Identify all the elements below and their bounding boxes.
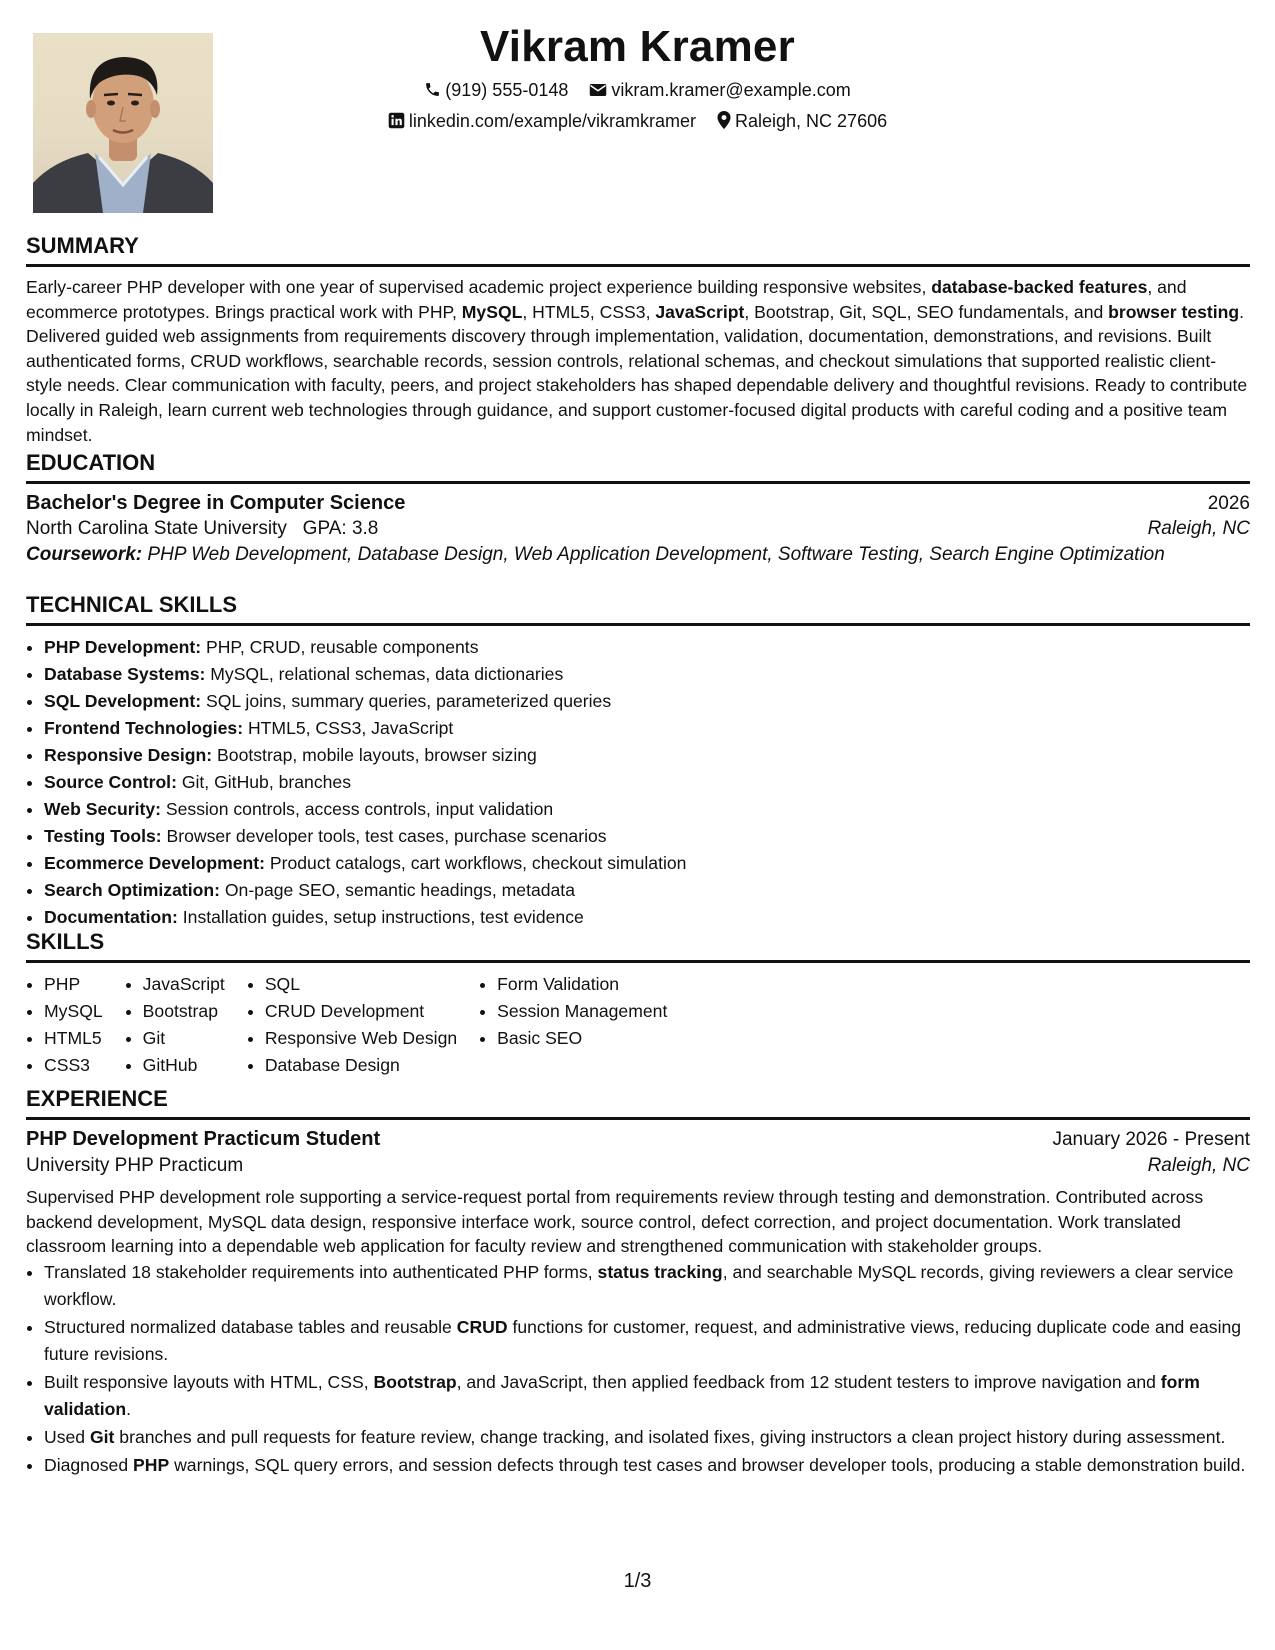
page-number: 1/3 xyxy=(623,1570,652,1592)
skill-item: • CSS3 xyxy=(44,1052,103,1079)
summary-section xyxy=(26,232,1250,447)
technical-skill-item xyxy=(44,796,1250,823)
candidate-name: Vikram Kramer xyxy=(480,22,795,71)
skills-column xyxy=(247,971,457,1079)
skill-item: • Database Design xyxy=(265,1052,457,1079)
technical-skill-item xyxy=(44,715,1250,742)
experience-bullet-emphasis: Git xyxy=(89,1426,115,1447)
skill-item: • Basic SEO xyxy=(497,1025,667,1052)
technical-skill-item xyxy=(44,823,1250,850)
map-pin-icon xyxy=(717,111,731,129)
location-contact xyxy=(717,111,887,132)
technical-skill-label: Responsive Design: xyxy=(44,745,213,765)
degree-name: Bachelor's Degree in Computer Science xyxy=(26,492,406,514)
skills-column xyxy=(125,971,225,1079)
technical-skill-value: Browser developer tools, test cases, purchase scenarios xyxy=(161,826,607,846)
experience-bullet-text: branches and pull requests for feature review, change tracking, and isolated fixes, giving instructors a clean project history during assessment. xyxy=(114,1426,1226,1447)
technical-skill-label: Search Optimization: xyxy=(44,880,220,900)
experience-bullet-text: Used xyxy=(44,1426,90,1447)
technical-skill-label: Ecommerce Development: xyxy=(44,853,265,873)
summary-emphasis: JavaScript xyxy=(655,301,745,322)
experience-bullet-text: . xyxy=(126,1398,132,1419)
job-title: PHP Development Practicum Student xyxy=(26,1128,381,1150)
experience-bullets xyxy=(26,1259,1250,1479)
skill-item: • JavaScript xyxy=(143,971,225,998)
coursework-label: Coursework: xyxy=(26,544,143,565)
skill-item: • Session Management xyxy=(497,998,667,1025)
location-text: Raleigh, NC 27606 xyxy=(735,111,888,131)
summary-text: Early-career PHP developer with one year of supervised academic project experience building responsive websites, xyxy=(26,277,932,297)
phone-icon xyxy=(424,81,441,98)
summary-text: , and ecommerce prototypes. Brings practical work with PHP, xyxy=(26,277,1187,322)
skills-column-list xyxy=(247,971,457,1079)
technical-skill-label: Frontend Technologies: xyxy=(44,718,244,738)
skills-columns xyxy=(26,971,1250,1079)
experience-bullet xyxy=(44,1369,1250,1423)
summary-text: , Bootstrap, Git, SQL, SEO fundamentals, and xyxy=(744,301,1109,322)
phone-contact[interactable] xyxy=(424,80,568,101)
experience-section xyxy=(26,1085,1250,1480)
experience-bullet-text: functions for customer, request, and administrative views, reducing duplicate code and easing future revisions. xyxy=(44,1316,1242,1364)
technical-skill-value: SQL joins, summary queries, parameterized queries xyxy=(201,691,612,711)
linkedin-contact[interactable] xyxy=(388,111,696,132)
technical-skill-value: HTML5, CSS3, JavaScript xyxy=(243,718,454,738)
experience-bullet-emphasis: PHP xyxy=(133,1454,170,1475)
experience-row-org xyxy=(26,1155,1250,1177)
summary-emphasis: database-backed features xyxy=(931,277,1148,297)
skill-item: • CRUD Development xyxy=(265,998,457,1025)
technical-skill-label: PHP Development: xyxy=(44,637,202,657)
skill-item: • HTML5 xyxy=(44,1025,103,1052)
experience-bullet-text: Diagnosed xyxy=(44,1454,134,1475)
experience-bullet xyxy=(44,1259,1250,1313)
experience-bullet-text: Translated 18 stakeholder requirements into authenticated PHP forms, xyxy=(44,1261,598,1282)
skill-item: • MySQL xyxy=(44,998,103,1025)
school-location: Raleigh, NC xyxy=(1147,518,1250,539)
experience-row-role xyxy=(26,1128,1250,1151)
technical-skill-label: Database Systems: xyxy=(44,664,206,684)
technical-skill-value: Installation guides, setup instructions, test evidence xyxy=(177,907,584,927)
contact-line-secondary xyxy=(0,111,1275,132)
coursework-line xyxy=(26,544,1250,566)
section-title-education: EDUCATION xyxy=(26,449,1250,484)
skill-item: • Git xyxy=(143,1025,225,1052)
technical-skill-label: Web Security: xyxy=(44,799,161,819)
job-location: Raleigh, NC xyxy=(1147,1155,1250,1176)
section-title-experience: EXPERIENCE xyxy=(26,1085,1250,1120)
technical-skill-item xyxy=(44,661,1250,688)
experience-bullet-emphasis: status tracking xyxy=(597,1261,723,1282)
skills-section xyxy=(26,928,1250,1079)
technical-skill-value: Git, GitHub, branches xyxy=(176,772,351,792)
technical-skill-item xyxy=(44,769,1250,796)
skill-item: • Form Validation xyxy=(497,971,667,998)
summary-emphasis: MySQL xyxy=(461,301,523,322)
summary-text: . Delivered guided web assignments from requirements discovery through implementation, validation, documentation, demonstrations, and revisions. Built authenticated forms, CRUD workflows, searchable records, session controls, relational schemas, and checkout simulations that supported realistic client-style needs. Clear communication with faculty, peers, and project stakeholders has shaped dependable delivery and thoughtful revisions. Ready to contribute locally in Raleigh, learn current web technologies through guidance, and support customer-focused digital products with careful coding and a positive team mindset. xyxy=(26,301,1248,445)
phone-text: (919) 555-0148 xyxy=(445,80,569,100)
graduation-year: 2026 xyxy=(1207,493,1250,514)
technical-skills-section xyxy=(26,591,1250,931)
technical-skill-item xyxy=(44,688,1250,715)
organization-name: University PHP Practicum xyxy=(26,1155,244,1176)
section-title-technical-skills: TECHNICAL SKILLS xyxy=(26,591,1250,626)
technical-skill-value: Bootstrap, mobile layouts, browser sizing xyxy=(212,745,537,765)
summary-text xyxy=(26,275,1250,447)
gpa: GPA: 3.8 xyxy=(302,518,379,539)
section-title-skills: SKILLS xyxy=(26,928,1250,963)
experience-bullet-text: Structured normalized database tables and reusable xyxy=(44,1316,457,1337)
experience-bullet-text: warnings, SQL query errors, and session defects through test cases and browser developer tools, producing a stable demonstration build. xyxy=(169,1454,1246,1475)
education-row-school xyxy=(26,518,1250,540)
technical-skill-label: Source Control: xyxy=(44,772,177,792)
technical-skill-value: MySQL, relational schemas, data dictionaries xyxy=(205,664,564,684)
skill-item: • Responsive Web Design xyxy=(265,1025,457,1052)
experience-bullet-emphasis: Bootstrap xyxy=(373,1371,457,1392)
technical-skill-item xyxy=(44,850,1250,877)
education-row-degree xyxy=(26,492,1250,515)
experience-bullet-text: , and searchable MySQL records, giving reviewers a clear service workflow. xyxy=(44,1261,1234,1309)
technical-skill-label: Documentation: xyxy=(44,907,178,927)
contact-line-primary xyxy=(0,80,1275,101)
experience-bullet-text: , and JavaScript, then applied feedback from 12 student testers to improve navigation and xyxy=(456,1371,1161,1392)
envelope-icon xyxy=(589,82,607,98)
experience-bullet xyxy=(44,1452,1250,1479)
email-text: vikram.kramer@example.com xyxy=(611,80,851,100)
skill-item: • PHP xyxy=(44,971,103,998)
technical-skill-value: PHP, CRUD, reusable components xyxy=(201,637,479,657)
technical-skill-label: SQL Development: xyxy=(44,691,202,711)
skills-column-list xyxy=(125,971,225,1079)
email-contact[interactable] xyxy=(589,80,850,101)
experience-bullet xyxy=(44,1424,1250,1451)
technical-skill-item xyxy=(44,742,1250,769)
summary-text: , HTML5, CSS3, xyxy=(522,301,656,322)
experience-description: Supervised PHP development role supporting a service-request portal from requirements review through testing and demonstration. Contributed across backend development, MySQL data design, responsive interface work, source control, defect correction, and project documentation. Work translated classroom learning into a dependable web application for faculty review and strengthened communication with stakeholder groups. xyxy=(26,1187,1204,1257)
summary-emphasis: browser testing xyxy=(1108,301,1240,322)
skills-column xyxy=(26,971,103,1079)
technical-skills-list xyxy=(26,634,1250,931)
technical-skill-value: Session controls, access controls, input validation xyxy=(161,799,554,819)
skills-column-list xyxy=(26,971,103,1079)
technical-skill-item xyxy=(44,877,1250,904)
linkedin-text: linkedin.com/example/vikramkramer xyxy=(408,111,696,131)
experience-bullet xyxy=(44,1314,1250,1368)
experience-bullet-emphasis: form validation xyxy=(44,1371,1200,1419)
education-section xyxy=(26,449,1250,566)
experience-bullet-emphasis: CRUD xyxy=(456,1316,508,1337)
technical-skill-label: Testing Tools: xyxy=(44,826,162,846)
skill-item: • GitHub xyxy=(143,1052,225,1079)
skill-item: • SQL xyxy=(265,971,457,998)
coursework-list: PHP Web Development, Database Design, Web Application Development, Software Testing, Search Engine Optimization xyxy=(147,544,1165,565)
technical-skill-value: On-page SEO, semantic headings, metadata xyxy=(219,880,575,900)
technical-skill-value: Product catalogs, cart workflows, checkout simulation xyxy=(264,853,687,873)
school-name: North Carolina State University xyxy=(26,518,287,539)
technical-skill-item xyxy=(44,904,1250,931)
skill-item: • Bootstrap xyxy=(143,998,225,1025)
skills-column-list xyxy=(479,971,667,1052)
job-dates: January 2026 - Present xyxy=(1052,1129,1250,1150)
linkedin-icon xyxy=(388,112,405,129)
skills-column xyxy=(479,971,667,1079)
school-line xyxy=(26,518,378,540)
section-title-summary: SUMMARY xyxy=(26,232,1250,267)
experience-bullet-text: Built responsive layouts with HTML, CSS, xyxy=(44,1371,374,1392)
technical-skill-item xyxy=(44,634,1250,661)
